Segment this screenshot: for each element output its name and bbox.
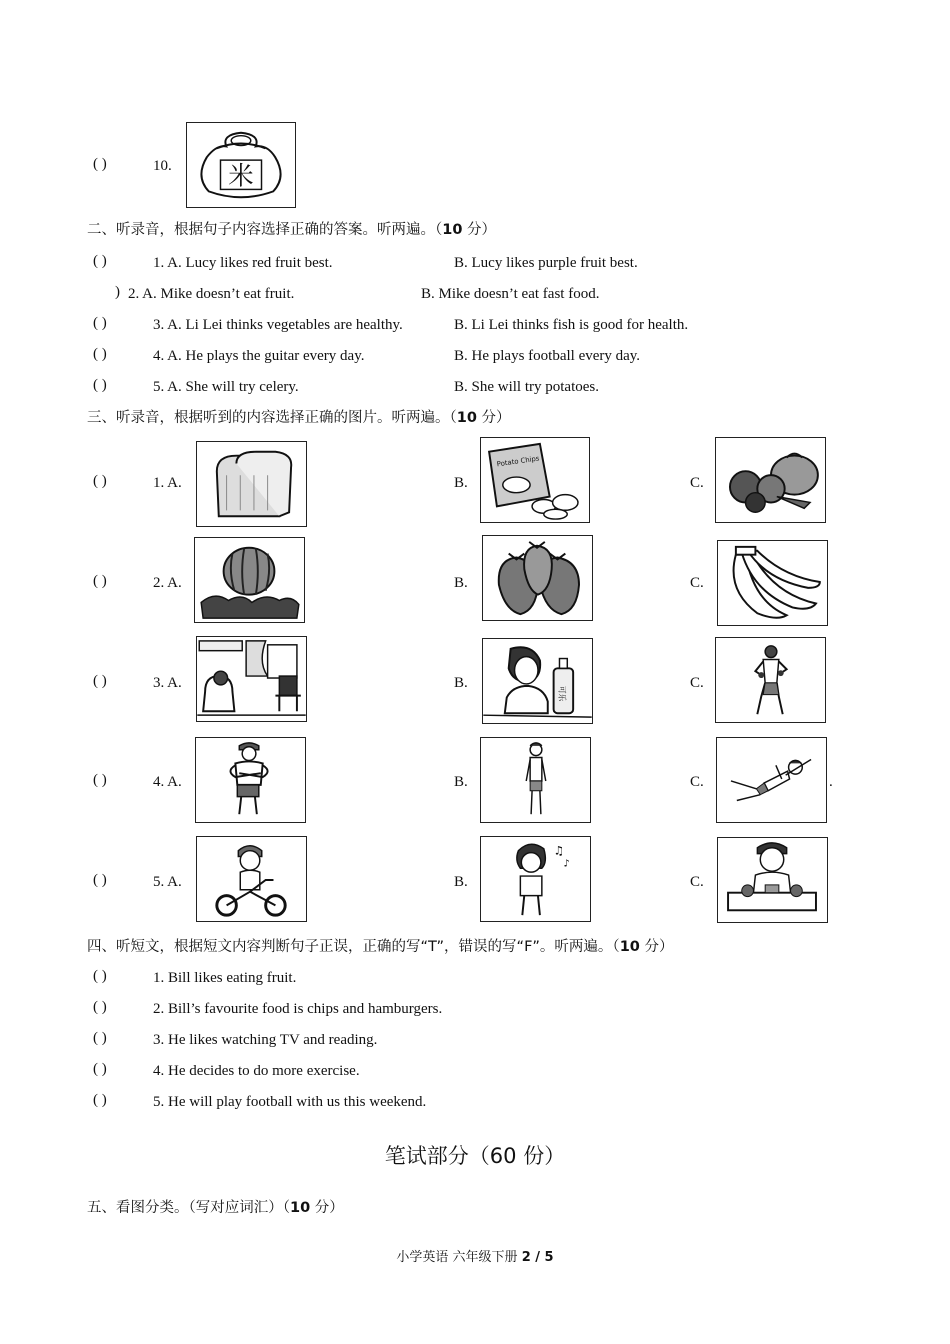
rice-sack-image (186, 122, 296, 208)
option-a-label: 1. A. (153, 475, 182, 491)
eating-boy-image (717, 837, 828, 923)
lying-boy-image (716, 737, 827, 823)
option-a-label: 4. A. (153, 774, 182, 790)
answer-paren[interactable]: ( ) (93, 315, 107, 331)
option-c-label: C. (690, 475, 704, 491)
page-number: 2 / 5 (521, 1250, 554, 1265)
chips-package-text: Potato Chips (496, 454, 540, 469)
answer-paren[interactable]: ( ) (93, 772, 107, 788)
statement: 3. He likes watching TV and reading. (153, 1032, 378, 1048)
answer-paren[interactable]: ( ) (93, 872, 107, 888)
option-b-label: B. (454, 475, 468, 491)
sack-char: 米 (228, 160, 254, 191)
option-c-label: C. (690, 575, 704, 591)
question-number: 10. (153, 158, 172, 174)
statement: 2. Bill’s favourite food is chips and hamburgers. (153, 1001, 443, 1017)
option-a: 1. A. Lucy likes red fruit best. (153, 255, 333, 271)
thin-boy-image (480, 737, 591, 823)
bananas-image (717, 540, 828, 626)
option-a-label: 5. A. (153, 874, 182, 890)
answer-paren[interactable]: ( ) (93, 377, 107, 393)
option-a: 5. A. She will try celery. (153, 379, 299, 395)
boxing-man-image (715, 637, 826, 723)
option-b-label: B. (454, 774, 468, 790)
option-b-label: B. (454, 874, 468, 890)
section-5-heading: 五、看图分类。（写对应词汇）（10 分） (87, 1200, 344, 1216)
answer-paren[interactable]: ( ) (93, 1092, 107, 1108)
strong-boy-image (195, 737, 306, 823)
option-b: B. He plays football every day. (454, 348, 641, 364)
page-footer: 小学英语 六年级下册 2 / 5 (396, 1250, 554, 1265)
option-b: B. Mike doesn’t eat fast food. (421, 286, 600, 302)
watching-tv-image (196, 636, 307, 722)
cycling-boy-image (196, 836, 307, 922)
option-b: B. Lucy likes purple fruit best. (454, 255, 638, 271)
answer-paren[interactable]: ) (115, 284, 120, 300)
statement: 4. He decides to do more exercise. (153, 1063, 360, 1079)
section-3-heading: 三、听录音，根据听到的内容选择正确的图片。听两遍。（10 分） (87, 410, 511, 426)
option-a: 4. A. He plays the guitar every day. (153, 348, 365, 364)
statement: 5. He will play football with us this weekend. (153, 1094, 427, 1110)
option-c-label: C. (690, 874, 704, 890)
option-b: B. She will try potatoes. (454, 379, 599, 395)
watermelon-image (194, 537, 305, 623)
option-b-label: B. (454, 675, 468, 691)
option-a: 3. A. Li Lei thinks vegetables are healthy. (153, 317, 403, 333)
answer-paren[interactable]: ( ) (93, 999, 107, 1015)
option-a-label: 2. A. (153, 575, 182, 591)
chips-image (480, 437, 590, 523)
trailing-dot: . (829, 774, 833, 790)
answer-paren[interactable]: ( ) (93, 1061, 107, 1077)
svg-text:♪: ♪ (563, 858, 570, 870)
option-b-label: B. (454, 575, 468, 591)
strawberries-image (482, 535, 593, 621)
statement: 1. Bill likes eating fruit. (153, 970, 297, 986)
option-c-label: C. (690, 675, 704, 691)
answer-paren[interactable]: ( ) (93, 253, 107, 269)
option-b: B. Li Lei thinks fish is good for health. (454, 317, 689, 333)
answer-paren[interactable]: ( ) (93, 473, 107, 489)
option-c-label: C. (690, 774, 704, 790)
answer-paren[interactable]: ( ) (93, 573, 107, 589)
drinking-cola-image (482, 638, 593, 724)
answer-paren[interactable]: ( ) (93, 346, 107, 362)
listening-music-image (480, 836, 591, 922)
bread-image (196, 441, 307, 527)
answer-paren[interactable]: ( ) (93, 968, 107, 984)
answer-paren[interactable]: ( ) (93, 156, 107, 172)
svg-text:♫: ♫ (553, 843, 565, 858)
answer-paren[interactable]: ( ) (93, 1030, 107, 1046)
vegetables-image (715, 437, 826, 523)
answer-paren[interactable]: ( ) (93, 673, 107, 689)
option-a-label: 3. A. (153, 675, 182, 691)
section-2-heading: 二、听录音，根据句子内容选择正确的答案。听两遍。（10 分） (87, 222, 497, 238)
written-part-title: 笔试部分（60 份） (384, 1144, 566, 1168)
bottle-label-text: 可乐 (557, 685, 567, 702)
option-a: 2. A. Mike doesn’t eat fruit. (128, 286, 295, 302)
section-4-heading: 四、听短文，根据短文内容判断句子正误，正确的写“T”，错误的写“F”。听两遍。（10 分） (87, 939, 674, 955)
